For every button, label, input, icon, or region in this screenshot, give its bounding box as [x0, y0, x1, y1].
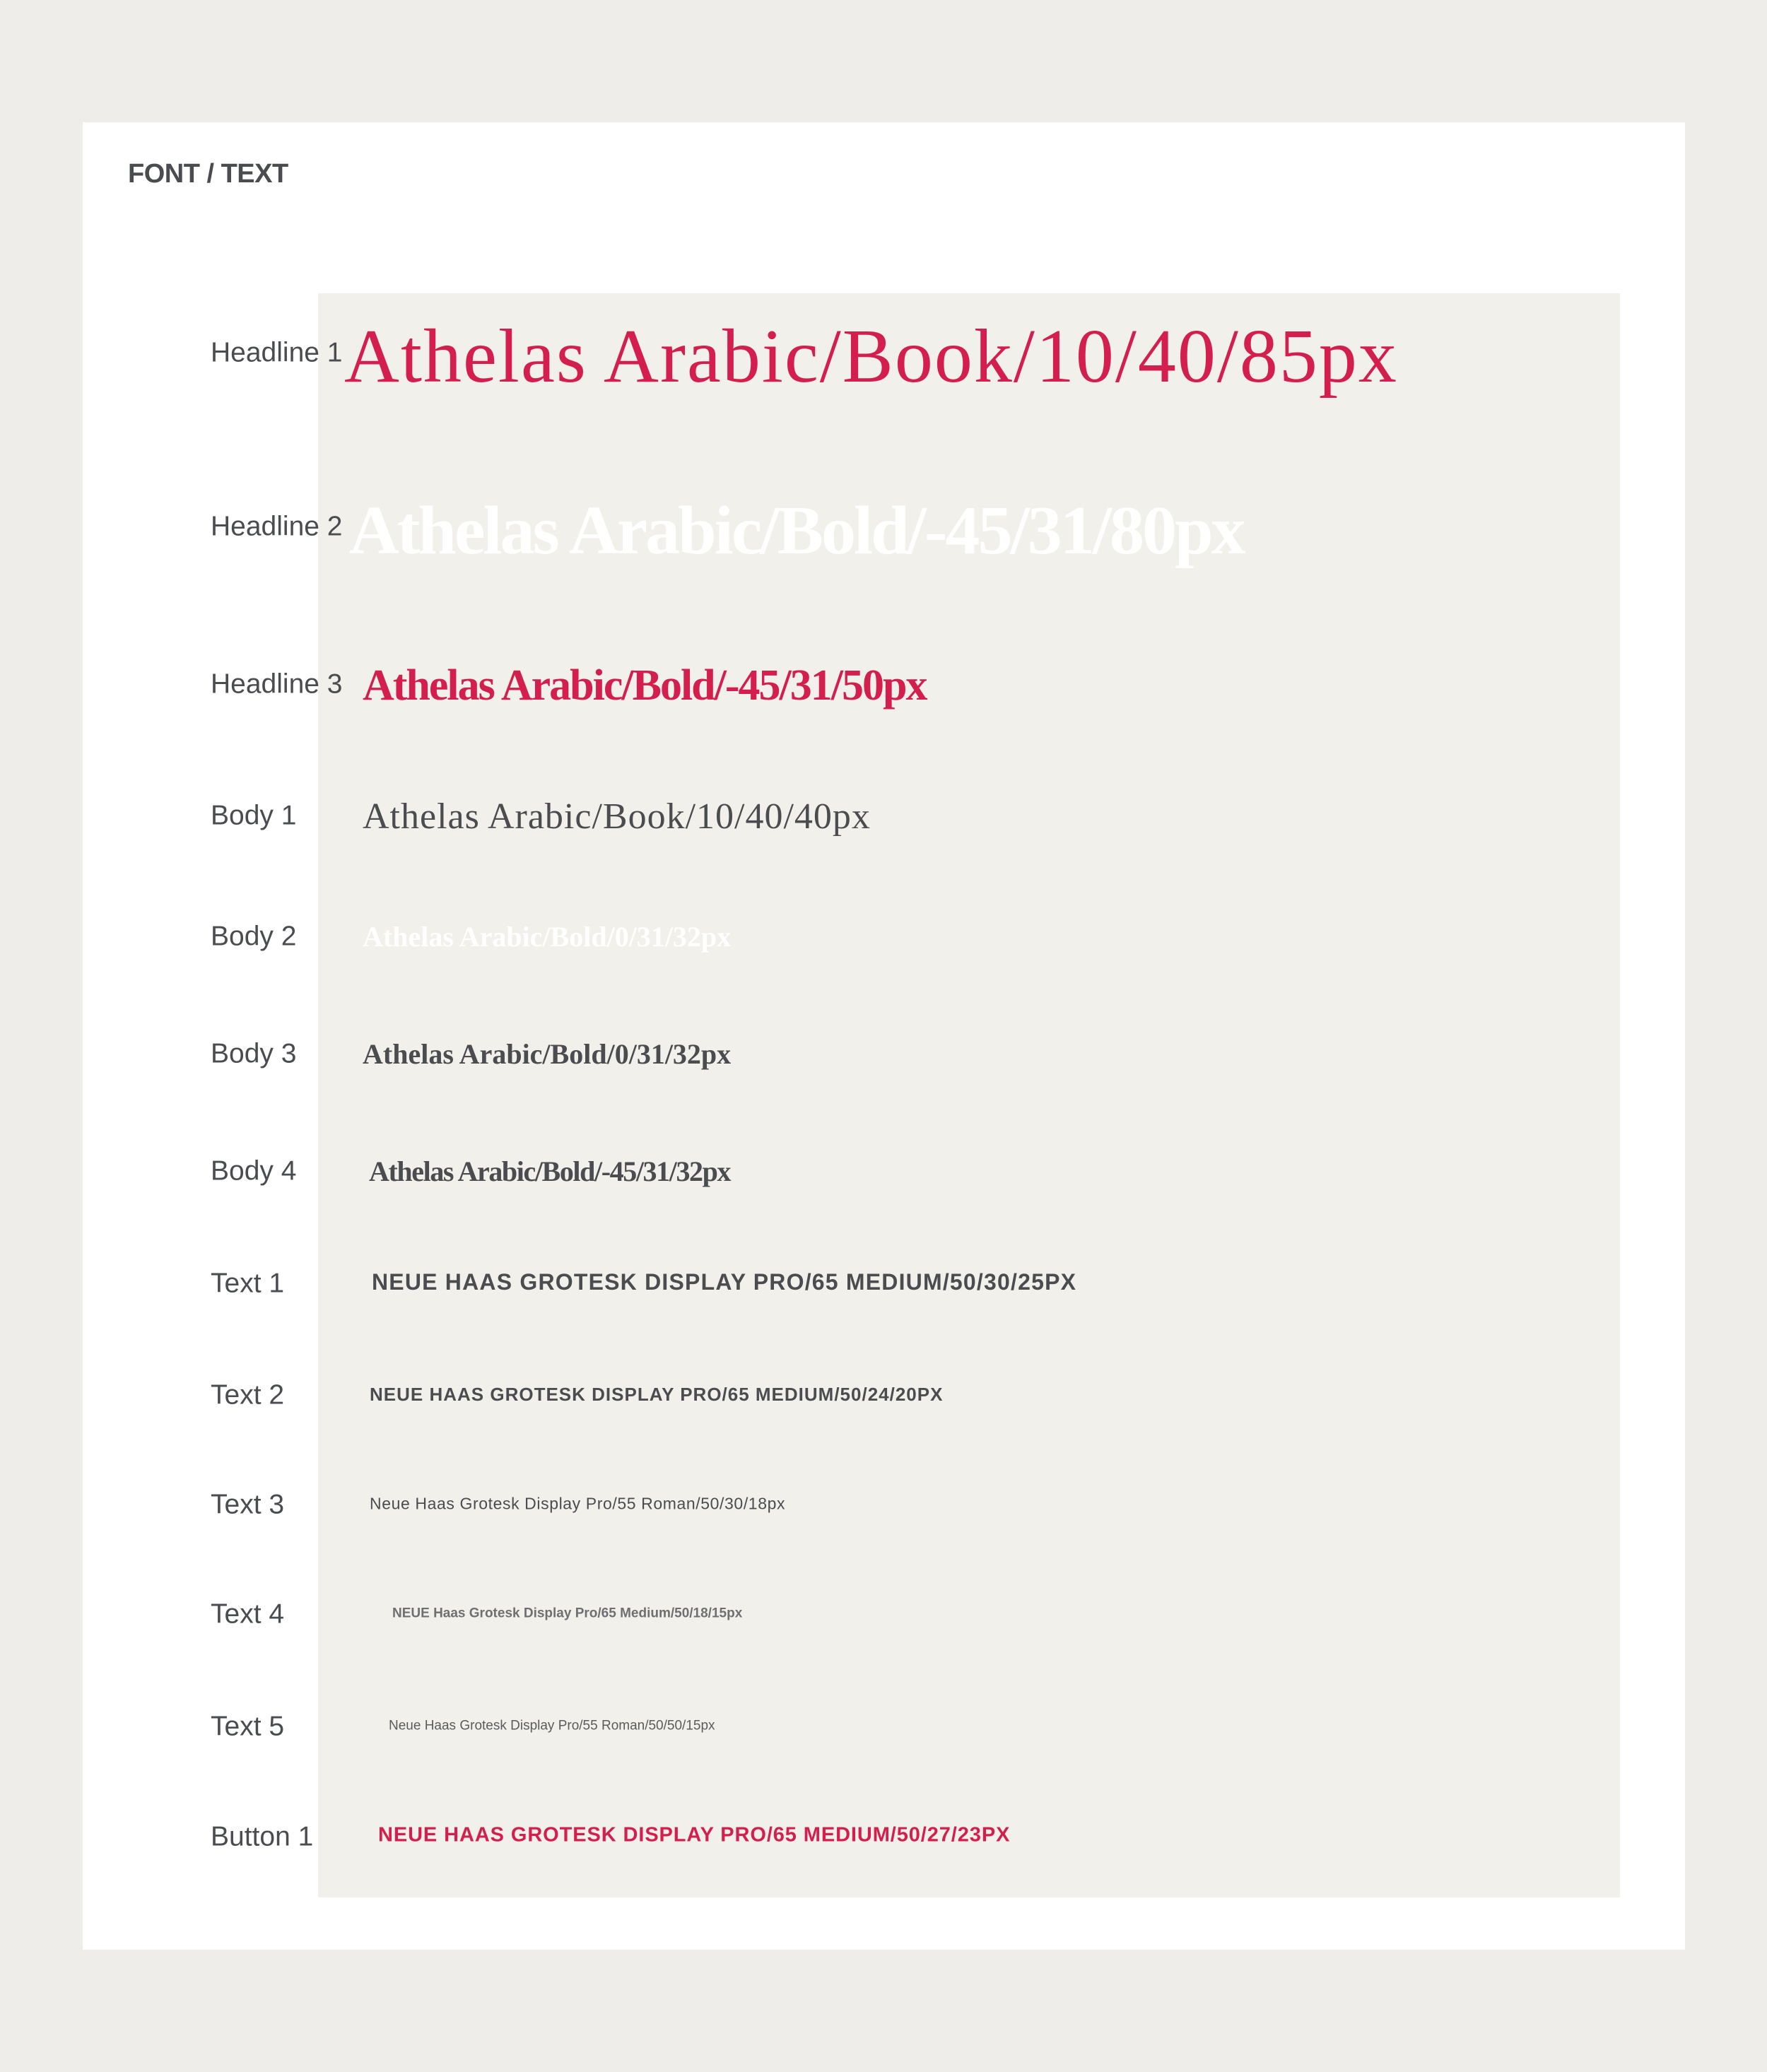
style-label-body-2: Body 2: [211, 921, 297, 952]
style-sample-body-3: Athelas Arabic/Bold/0/31/32px: [363, 1038, 732, 1070]
page-title: FONT / TEXT: [128, 159, 288, 189]
style-label-body-4: Body 4: [211, 1155, 297, 1187]
style-sample-body-4: Athelas Arabic/Bold/-45/31/32px: [369, 1155, 731, 1187]
style-label-text-5: Text 5: [211, 1711, 285, 1742]
style-sample-headline-1: Athelas Arabic/Book/10/40/85px: [344, 314, 1398, 399]
style-sample-text-3: Neue Haas Grotesk Display Pro/55 Roman/50/30/18px: [370, 1494, 786, 1513]
style-label-button-1: Button 1: [211, 1821, 314, 1852]
style-label-body-1: Body 1: [211, 800, 297, 831]
style-sample-headline-3: Athelas Arabic/Bold/-45/31/50px: [363, 661, 927, 710]
style-sample-text-1: NEUE HAAS GROTESK DISPLAY PRO/65 MEDIUM/50/30/25PX: [372, 1269, 1077, 1295]
style-label-text-2: Text 2: [211, 1379, 285, 1411]
style-label-headline-2: Headline 2: [211, 511, 343, 542]
style-label-text-4: Text 4: [211, 1599, 285, 1630]
style-sample-body-2: Athelas Arabic/Bold/0/31/32px: [363, 921, 732, 953]
style-label-text-3: Text 3: [211, 1489, 285, 1520]
style-sample-text-2: NEUE HAAS GROTESK DISPLAY PRO/65 MEDIUM/50/24/20PX: [370, 1384, 944, 1405]
style-sample-body-1: Athelas Arabic/Book/10/40/40px: [363, 796, 871, 837]
style-label-headline-3: Headline 3: [211, 669, 343, 700]
style-sample-button-1: NEUE HAAS GROTESK DISPLAY PRO/65 MEDIUM/50/27/23PX: [378, 1823, 1011, 1847]
style-label-body-3: Body 3: [211, 1038, 297, 1069]
style-sample-headline-2: Athelas Arabic/Bold/-45/31/80px: [349, 493, 1244, 569]
style-sample-text-5: Neue Haas Grotesk Display Pro/55 Roman/50/50/15px: [389, 1718, 715, 1733]
typography-card: [83, 122, 1685, 1950]
style-label-headline-1: Headline 1: [211, 337, 343, 368]
style-sample-text-4: NEUE Haas Grotesk Display Pro/65 Medium/50/18/15px: [392, 1606, 743, 1621]
style-label-text-1: Text 1: [211, 1268, 285, 1299]
